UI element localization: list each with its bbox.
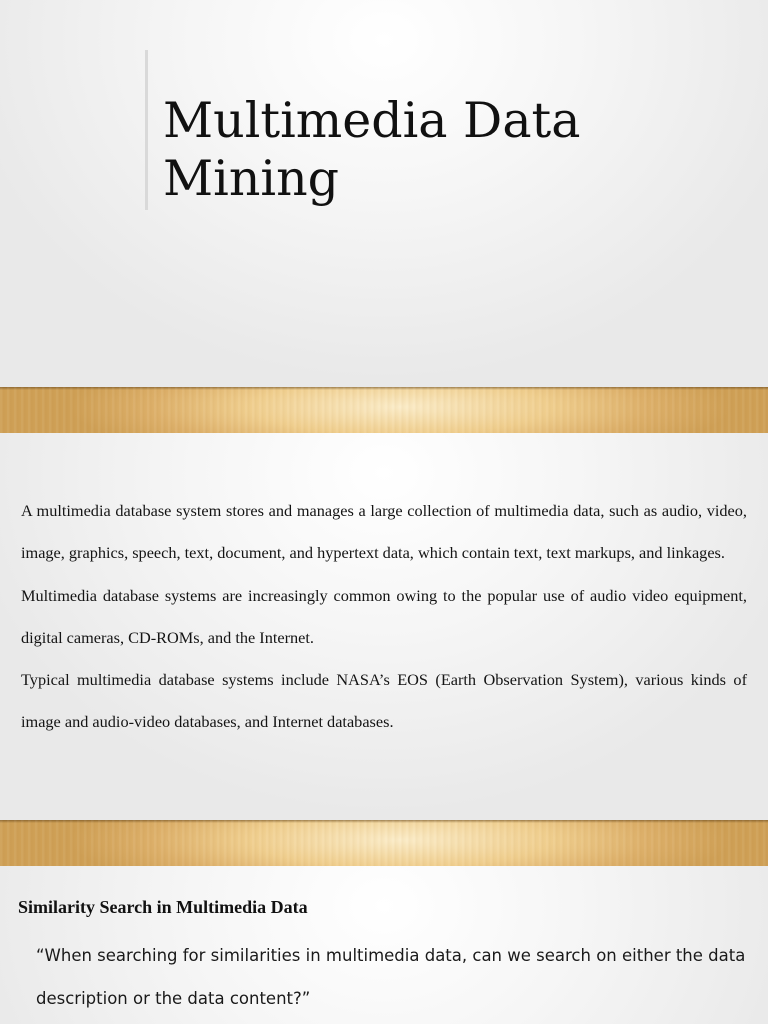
slide-title [163,92,580,208]
body-paragraph: Typical multimedia database systems include NASA’s EOS (Earth Observation System), various kinds of image and audio-video databases, and Internet databases. [21,670,747,732]
section-heading: Similarity Search in Multimedia Data [18,897,308,917]
slide-body [21,490,747,744]
title-accent-rule [145,50,148,210]
body-paragraph: A multimedia database system stores and manages a large collection of multimedia data, such as audio, video, image, graphics, speech, text, document, and hypertext data, which contain text, text markups, and linkages. [21,501,747,563]
content-slide [0,433,768,820]
section-slide [0,866,768,1024]
body-paragraph: Multimedia database systems are increasingly common owing to the popular use of audio video equipment, digital cameras, CD-ROMs, and the Internet. [21,585,747,647]
title-slide [0,0,768,387]
quote-text: “When searching for similarities in multimedia data, can we search on either the data description or the data content?” [36,946,746,1008]
wood-divider [0,820,768,866]
slide-title-line-2: Mining [163,150,339,207]
wood-divider [0,387,768,433]
slide-title-line-1: Multimedia Data [163,92,581,149]
